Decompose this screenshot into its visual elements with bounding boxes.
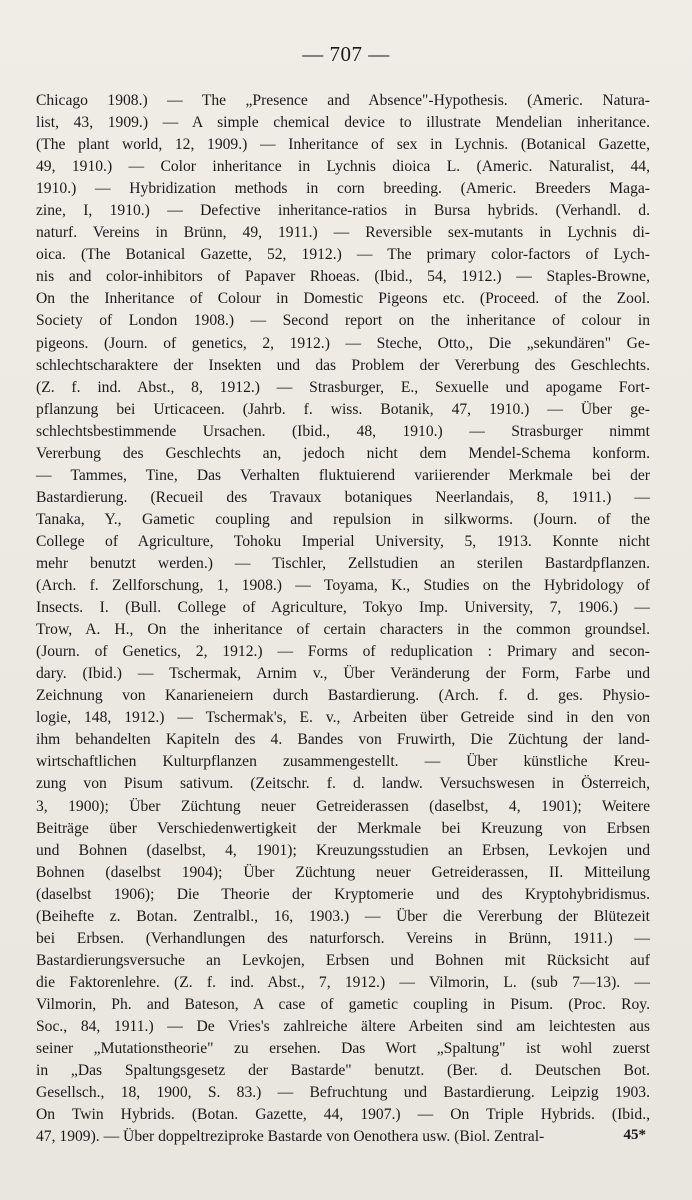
bibliography-text	[36, 90, 650, 1148]
text-line: — Tammes, Tine, Das Verhalten fluktuierend variierender Merkmale bei der	[36, 466, 650, 484]
text-line: Bastardierung. (Recueil des Travaux botaniques Neerlandais, 8, 1911.) —	[36, 488, 650, 506]
signature-mark: 45*	[623, 1127, 646, 1143]
text-line: zine, I, 1910.) — Defective inheritance-ratios in Bursa hybrids. (Verhandl. d.	[36, 202, 650, 220]
text-line: wirtschaftlichen Kulturpflanzen zusammengestellt. — Über künstliche Kreu-	[36, 753, 650, 771]
text-line: naturf. Vereins in Brünn, 49, 1911.) — Reversible sex-mutants in Lychnis di-	[36, 224, 650, 242]
text-line: On Twin Hybrids. (Botan. Gazette, 44, 1907.) — On Triple Hybrids. (Ibid.,	[36, 1106, 650, 1124]
text-line: Bastardierungsversuche an Levkojen, Erbsen und Bohnen mit Rücksicht auf	[36, 951, 650, 969]
text-line: On the Inheritance of Colour in Domestic Pigeons etc. (Proceed. of the Zool.	[36, 290, 650, 308]
text-line: Bohnen (daselbst 1904); Über Züchtung neuer Getreiderassen, II. Mitteilung	[36, 863, 650, 881]
text-line: dary. (Ibid.) — Tschermak, Arnim v., Über Veränderung der Form, Farbe und	[36, 665, 650, 683]
text-line: College of Agriculture, Tohoku Imperial University, 5, 1913. Konnte nicht	[36, 532, 650, 550]
text-line: nis and color-inhibitors of Papaver Rhoeas. (Ibid., 54, 1912.) — Staples-Browne,	[36, 268, 650, 286]
text-line: Soc., 84, 1911.) — De Vries's zahlreiche ältere Arbeiten sind am leichtesten aus	[36, 1017, 650, 1035]
text-line: oica. (The Botanical Gazette, 52, 1912.) — The primary color-factors of Lych-	[36, 246, 650, 264]
text-line: pflanzung bei Urticaceen. (Jahrb. f. wiss. Botanik, 47, 1910.) — Über ge-	[36, 400, 650, 418]
text-line: Vilmorin, Ph. and Bateson, A case of gametic coupling in Pisum. (Proc. Roy.	[36, 995, 650, 1013]
text-line: (Arch. f. Zellforschung, 1, 1908.) — Toyama, K., Studies on the Hybridology of	[36, 577, 650, 595]
text-line: seiner „Mutationstheorie" zu ersehen. Das Wort „Spaltung" ist wohl zuerst	[36, 1040, 650, 1058]
text-line: Gesellsch., 18, 1900, S. 83.) — Befruchtung und Bastardierung. Leipzig 1903.	[36, 1084, 650, 1102]
text-line: und Bohnen (daselbst, 4, 1901); Kreuzungsstudien an Erbsen, Levkojen und	[36, 841, 650, 859]
text-line: Beiträge über Verschiedenwertigkeit der Merkmale bei Kreuzung von Erbsen	[36, 819, 650, 837]
text-line: Zeichnung von Kanarieneiern durch Bastardierung. (Arch. f. d. ges. Physio-	[36, 687, 650, 705]
text-line: (Z. f. ind. Abst., 8, 1912.) — Strasburger, E., Sexuelle und apogame Fort-	[36, 378, 650, 396]
text-line: (Journ. of Genetics, 2, 1912.) — Forms of reduplication : Primary and secon-	[36, 643, 650, 661]
text-line: zung von Pisum sativum. (Zeitschr. f. d. landw. Versuchswesen in Österreich,	[36, 775, 650, 793]
text-line: (Beihefte z. Botan. Zentralbl., 16, 1903.) — Über die Vererbung der Blütezeit	[36, 907, 650, 925]
text-line: (daselbst 1906); Die Theorie der Kryptomerie und des Kryptohybridismus.	[36, 885, 650, 903]
text-line: list, 43, 1909.) — A simple chemical device to illustrate Mendelian inheritance.	[36, 114, 650, 132]
text-line: Society of London 1908.) — Second report on the inheritance of colour in	[36, 312, 650, 330]
text-line: bei Erbsen. (Verhandlungen des naturforsch. Vereins in Brünn, 1911.) —	[36, 929, 650, 947]
text-line: die Faktorenlehre. (Z. f. ind. Abst., 7, 1912.) — Vilmorin, L. (sub 7—13). —	[36, 973, 650, 991]
text-line: 1910.) — Hybridization methods in corn breeding. (Americ. Breeders Maga-	[36, 180, 650, 198]
text-line: schlechtscharaktere der Insekten und das Problem der Vererbung des Geschlechts.	[36, 356, 650, 374]
text-line: Vererbung des Geschlechts an, jedoch nicht dem Mendel-Schema konform.	[36, 444, 650, 462]
text-line: Tanaka, Y., Gametic coupling and repulsion in silkworms. (Journ. of the	[36, 510, 650, 528]
text-line: pigeons. (Journ. of genetics, 2, 1912.) — Steche, Otto,, Die „sekundären" Ge-	[36, 334, 650, 352]
text-line: schlechtsbestimmende Ursachen. (Ibid., 48, 1910.) — Strasburger nimmt	[36, 422, 650, 440]
text-line: 47, 1909). — Über doppeltreziproke Bastarde von Oenothera usw. (Biol. Zentral-	[36, 1128, 545, 1146]
text-line: 49, 1910.) — Color inheritance in Lychnis dioica L. (Americ. Naturalist, 44,	[36, 158, 650, 176]
text-line: in „Das Spaltungsgesetz der Bastarde" benutzt. (Ber. d. Deutschen Bot.	[36, 1062, 650, 1080]
text-line: Chicago 1908.) — The „Presence and Absence"-Hypothesis. (Americ. Natura-	[36, 92, 650, 109]
text-line: 3, 1900); Über Züchtung neuer Getreiderassen (daselbst, 4, 1901); Weitere	[36, 797, 650, 815]
text-line: ihm behandelten Kapiteln des 4. Bandes von Fruwirth, Die Züchtung der land-	[36, 731, 650, 749]
text-line: (The plant world, 12, 1909.) — Inheritance of sex in Lychnis. (Botanical Gazette,	[36, 136, 650, 154]
text-line: logie, 148, 1912.) — Tschermak's, E. v., Arbeiten über Getreide sind in den von	[36, 709, 650, 727]
text-line: Insects. I. (Bull. College of Agriculture, Tokyo Imp. University, 7, 1906.) —	[36, 599, 650, 617]
text-line: Trow, A. H., On the inheritance of certain characters in the common groundsel.	[36, 621, 650, 639]
page-number: — 707 —	[302, 42, 390, 66]
text-line: mehr benutzt werden.) — Tischler, Zellstudien an sterilen Bastardpflanzen.	[36, 554, 650, 572]
